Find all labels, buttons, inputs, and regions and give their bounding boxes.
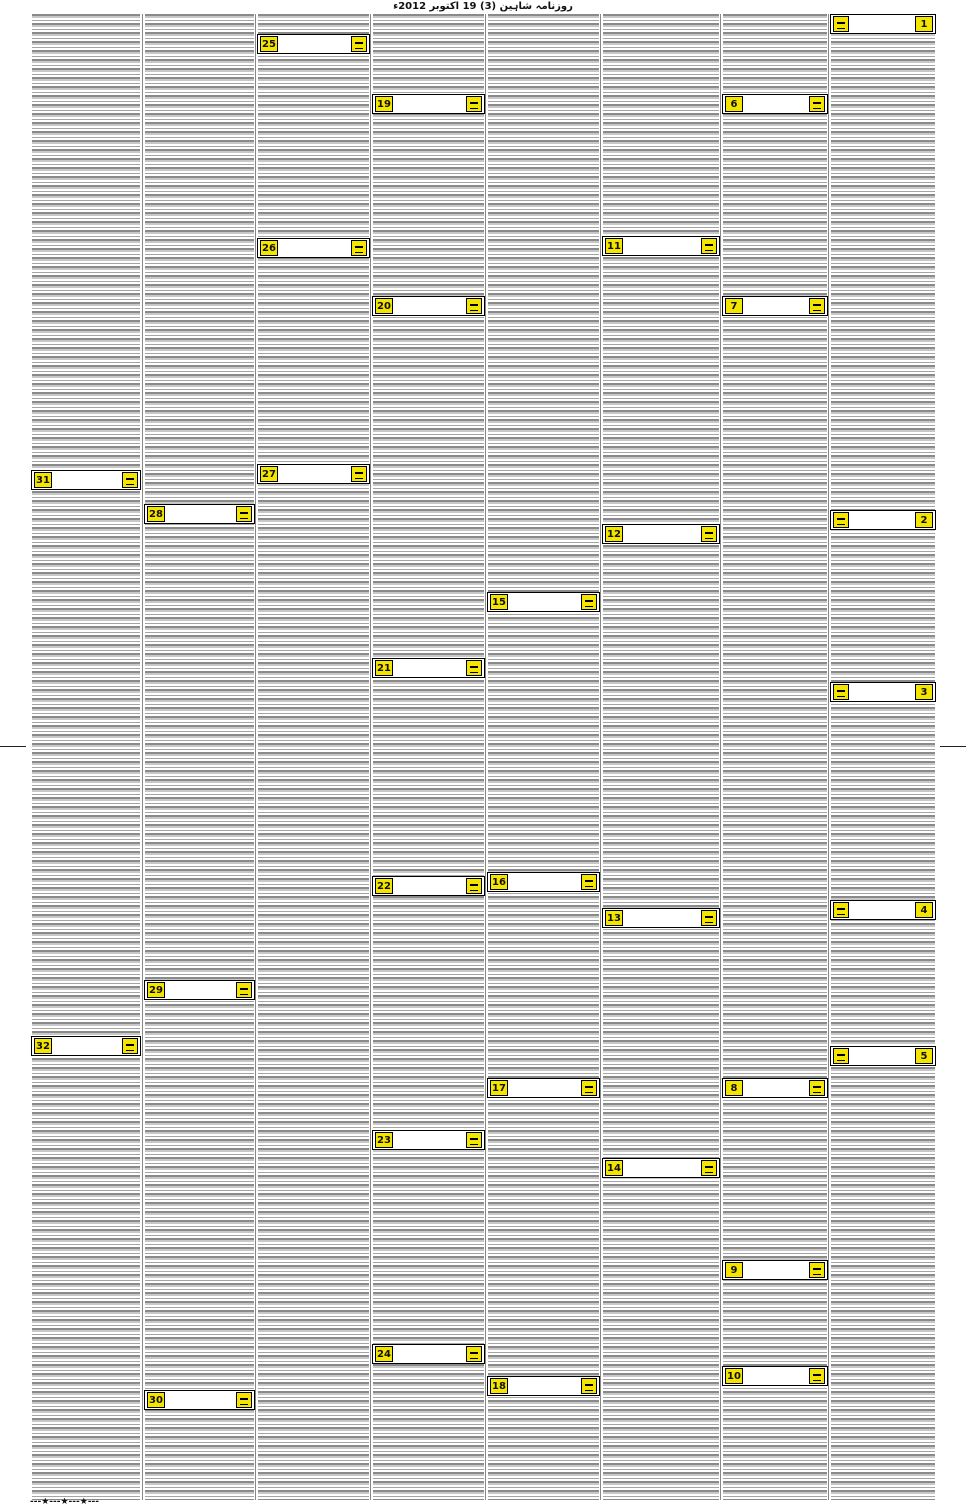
column-8 <box>30 14 142 1500</box>
item-tag-icon <box>833 512 849 528</box>
item-number: 16 <box>490 874 508 890</box>
news-item <box>487 592 600 612</box>
column-2 <box>720 14 829 1500</box>
item-number: 27 <box>260 466 278 482</box>
news-item <box>602 524 720 544</box>
news-item <box>31 1036 141 1056</box>
news-item <box>830 682 936 702</box>
news-item <box>722 1260 828 1280</box>
news-item <box>144 980 255 1000</box>
item-number: 14 <box>605 1160 623 1176</box>
item-tag-icon <box>122 472 138 488</box>
item-tag-icon <box>809 1080 825 1096</box>
item-tag-icon <box>466 660 482 676</box>
news-item <box>372 1130 485 1150</box>
item-number: 5 <box>915 1048 933 1064</box>
item-tag-icon <box>122 1038 138 1054</box>
item-tag-icon <box>466 298 482 314</box>
news-item <box>830 510 936 530</box>
news-item <box>830 1046 936 1066</box>
news-item <box>722 94 828 114</box>
news-item <box>602 236 720 256</box>
column-text <box>373 14 484 1500</box>
item-tag-icon <box>701 910 717 926</box>
column-text <box>831 14 935 1500</box>
column-text <box>32 14 140 1500</box>
item-number: 26 <box>260 240 278 256</box>
item-tag-icon <box>581 594 597 610</box>
news-item <box>144 1390 255 1410</box>
item-tag-icon <box>833 1048 849 1064</box>
news-item <box>257 238 370 258</box>
item-number: 30 <box>147 1392 165 1408</box>
item-tag-icon <box>351 36 367 52</box>
item-tag-icon <box>466 878 482 894</box>
item-number: 10 <box>725 1368 743 1384</box>
news-item <box>257 34 370 54</box>
column-3 <box>600 14 721 1500</box>
news-item <box>722 1078 828 1098</box>
news-item <box>487 1376 600 1396</box>
item-number: 20 <box>375 298 393 314</box>
item-number: 6 <box>725 96 743 112</box>
item-number: 24 <box>375 1346 393 1362</box>
column-text <box>145 14 254 1500</box>
column-text <box>258 14 369 1500</box>
item-number: 11 <box>605 238 623 254</box>
item-tag-icon <box>581 874 597 890</box>
item-tag-icon <box>701 1160 717 1176</box>
item-tag-icon <box>351 240 367 256</box>
news-item <box>372 1344 485 1364</box>
news-item <box>144 504 255 524</box>
item-number: 23 <box>375 1132 393 1148</box>
item-number: 15 <box>490 594 508 610</box>
news-item <box>372 658 485 678</box>
item-number: 4 <box>915 902 933 918</box>
item-number: 9 <box>725 1262 743 1278</box>
news-item <box>372 296 485 316</box>
column-text <box>488 14 599 1500</box>
item-tag-icon <box>809 96 825 112</box>
item-number: 7 <box>725 298 743 314</box>
column-5 <box>370 14 486 1500</box>
item-tag-icon <box>701 526 717 542</box>
item-number: 25 <box>260 36 278 52</box>
news-item <box>31 470 141 490</box>
masthead: روزنامہ شاہین (3) 19 اکتوبر 2012ء <box>393 1 573 12</box>
item-number: 22 <box>375 878 393 894</box>
newspaper-page <box>30 14 936 1500</box>
item-number: 31 <box>34 472 52 488</box>
news-item <box>602 1158 720 1178</box>
item-tag-icon <box>701 238 717 254</box>
column-6 <box>255 14 371 1500</box>
item-tag-icon <box>351 466 367 482</box>
item-tag-icon <box>809 298 825 314</box>
item-tag-icon <box>466 96 482 112</box>
item-tag-icon <box>466 1346 482 1362</box>
footer-ornament: ---★---★---★--- <box>30 1497 100 1507</box>
item-number: 21 <box>375 660 393 676</box>
news-item <box>372 94 485 114</box>
item-number: 19 <box>375 96 393 112</box>
item-tag-icon <box>236 1392 252 1408</box>
news-item <box>257 464 370 484</box>
item-tag-icon <box>809 1262 825 1278</box>
left-margin-rule <box>0 746 26 747</box>
item-number: 12 <box>605 526 623 542</box>
item-number: 28 <box>147 506 165 522</box>
item-tag-icon <box>833 902 849 918</box>
news-item <box>722 296 828 316</box>
news-item <box>487 1078 600 1098</box>
item-tag-icon <box>833 684 849 700</box>
item-number: 13 <box>605 910 623 926</box>
right-margin-rule <box>940 746 966 747</box>
item-tag-icon <box>236 506 252 522</box>
item-tag-icon <box>581 1080 597 1096</box>
item-tag-icon <box>466 1132 482 1148</box>
item-tag-icon <box>581 1378 597 1394</box>
item-number: 17 <box>490 1080 508 1096</box>
item-number: 29 <box>147 982 165 998</box>
item-number: 8 <box>725 1080 743 1096</box>
column-1 <box>828 14 937 1500</box>
news-item <box>602 908 720 928</box>
item-number: 32 <box>34 1038 52 1054</box>
news-item <box>722 1366 828 1386</box>
news-item <box>830 900 936 920</box>
item-number: 2 <box>915 512 933 528</box>
item-tag-icon <box>236 982 252 998</box>
item-tag-icon <box>833 16 849 32</box>
item-number: 3 <box>915 684 933 700</box>
item-tag-icon <box>809 1368 825 1384</box>
news-item <box>830 14 936 34</box>
column-4 <box>485 14 601 1500</box>
item-number: 1 <box>915 16 933 32</box>
news-item <box>372 876 485 896</box>
item-number: 18 <box>490 1378 508 1394</box>
news-item <box>487 872 600 892</box>
column-7 <box>142 14 256 1500</box>
